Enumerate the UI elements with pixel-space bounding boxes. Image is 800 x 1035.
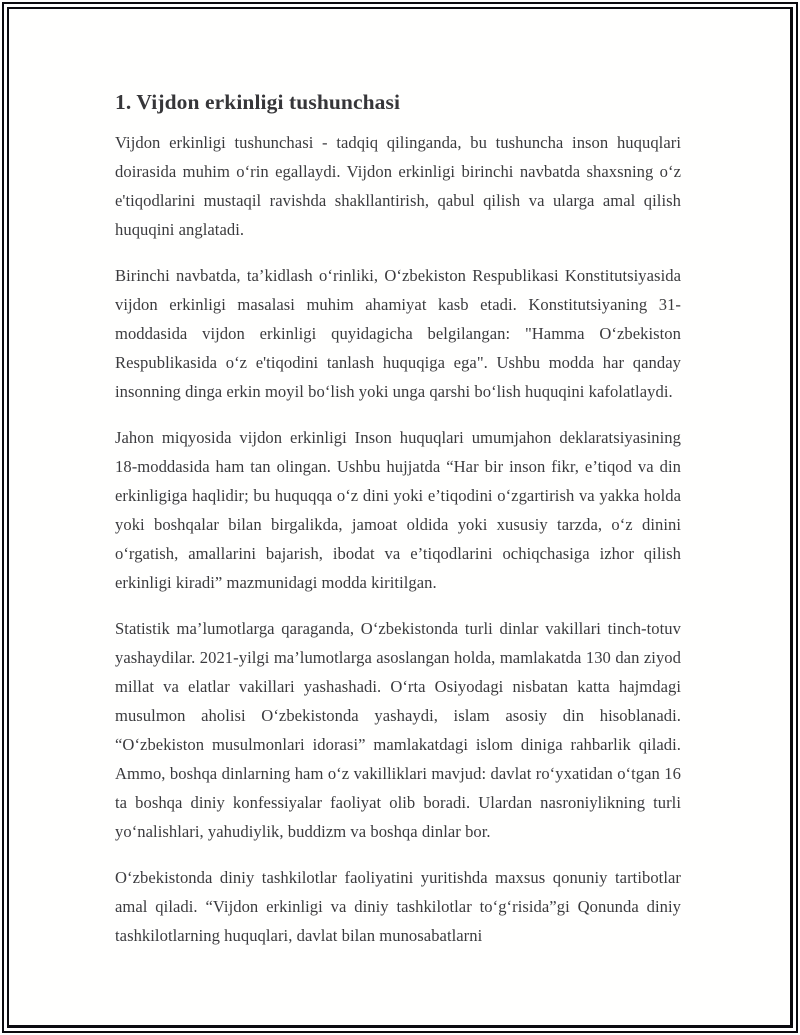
body-paragraph: Birinchi navbatda, ta’kidlash o‘rinliki, O‘zbekiston Respublikasi Konstitutsiyasida vijdon erkinligi masalasi muhim ahamiyat kasb etadi. Konstitutsiyaning 31-moddasida vijdon erkinligi quyidagicha belgilangan: "Hamma O‘zbekiston Respublikasida o‘z e'tiqodini tanlash huquqiga ega". Ushbu modda har qanday insonning dinga erkin moyil bo‘lish yoki unga qarshi bo‘lish huquqini kafolatlaydi. [115,266,681,401]
body-paragraph: O‘zbekistonda diniy tashkilotlar faoliyatini yuritishda maxsus qonuniy tartibotlar amal qiladi. “Vijdon erkinligi va diniy tashkilotlar to‘g‘risida”gi Qonunda diniy tashkilotlarning huquqlari, davlat bilan munosabatlarni [115,868,681,945]
body-paragraph: Jahon miqyosida vijdon erkinligi Inson huquqlari umumjahon deklaratsiyasining 18-moddasida ham tan olingan. Ushbu hujjatda “Har bir inson fikr, e’tiqod va din erkinligiga haqlidir; bu huquqqa o‘z dini yoki e’tiqodini o‘zgartirish va yakka holda yoki boshqalar bilan birgalikda, jamoat oldida yoki xususiy tarzda, o‘z dinini o‘rgatish, amallarini bajarish, ibodat va e’tiqodlarini ochiqchasiga izhor qilish erkinligi kiradi” mazmunidagi modda kiritilgan. [115,428,681,592]
section-heading: 1. Vijdon erkinligi tushunchasi [115,90,401,114]
document-text-block [115,88,681,950]
body-paragraph: Vijdon erkinligi tushunchasi - tadqiq qilinganda, bu tushuncha inson huquqlari doirasida muhim o‘rin egallaydi. Vijdon erkinligi birinchi navbatda shaxsning o‘z e'tiqodlarini mustaqil ravishda shakllantirish, qabul qilish va ularga amal qilish huquqini anglatadi. [115,133,681,239]
document-page [10,10,790,1025]
body-paragraph: Statistik ma’lumotlarga qaraganda, O‘zbekistonda turli dinlar vakillari tinch-totuv yashaydilar. 2021-yilgi ma’lumotlarga asoslangan holda, mamlakatda 130 dan ziyod millat va elatlar vakillari yashashadi. O‘rta Osiyodagi nisbatan katta hajmdagi musulmon aholisi O‘zbekistonda yashaydi, islam asosiy din hisoblanadi. “O‘zbekiston musulmonlari idorasi” mamlakatdagi islom diniga rahbarlik qiladi. Ammo, boshqa dinlarning ham o‘z vakilliklari mavjud: davlat ro‘yxatidan o‘tgan 16 ta boshqa diniy konfessiyalar faoliyat olib boradi. Ulardan nasroniylikning turli yo‘nalishlari, yahudiylik, buddizm va boshqa dinlar bor. [115,619,681,841]
